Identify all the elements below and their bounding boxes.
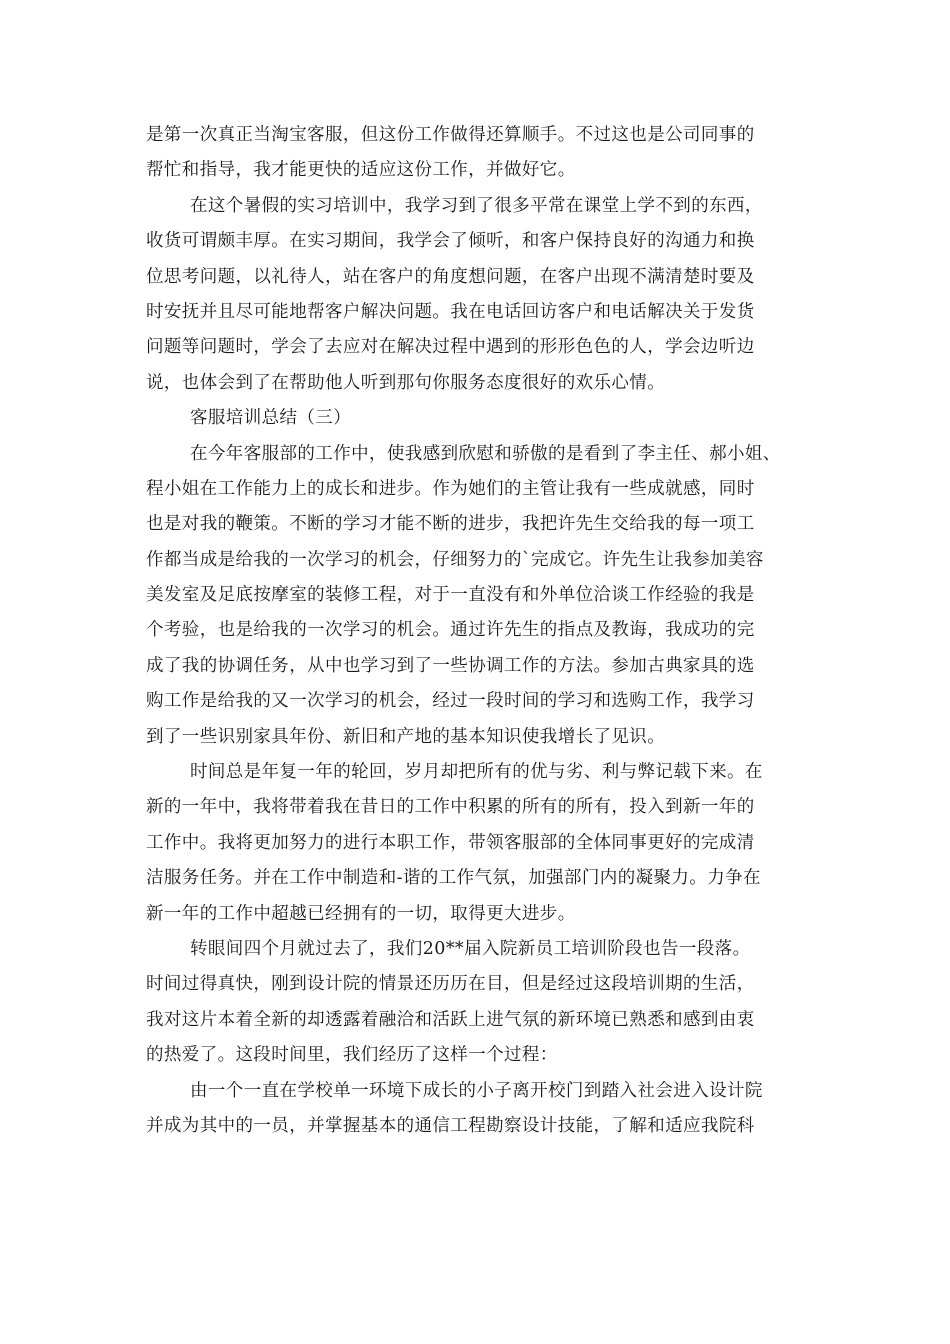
text-line: 问题等问题时，学会了去应对在解决过程中遇到的形形色色的人，学会边听边 [146, 337, 755, 358]
paragraph-first-line: 时间总是年复一年的轮回，岁月却把所有的优与劣、利与弊记载下来。在 [190, 762, 763, 783]
document-body [146, 118, 816, 1144]
text-line: 工作中。我将更加努力的进行本职工作，带领客服部的全体同事更好的完成清 [146, 832, 755, 853]
paragraph-first-line: 由一个一直在学校单一环境下成长的小子离开校门到踏入社会进入设计院 [190, 1080, 763, 1101]
paragraph-first-line: 客服培训总结（三） [190, 408, 352, 429]
text-line: 时间过得真快，刚到设计院的情景还历历在目，但是经过这段培训期的生活， [146, 974, 755, 995]
text-line: 也是对我的鞭策。不断的学习才能不断的进步，我把许先生交给我的每一项工 [146, 514, 755, 535]
text-line: 个考验，也是给我的一次学习的机会。通过许先生的指点及教诲，我成功的完 [146, 620, 755, 641]
paragraph-first-line: 转眼间四个月就过去了，我们20**届入院新员工培训阶段也告一段落。 [190, 938, 751, 959]
text-line: 美发室及足底按摩室的装修工程，对于一直没有和外单位洽谈工作经验的我是 [146, 585, 755, 606]
text-line: 帮忙和指导，我才能更快的适应这份工作，并做好它。 [146, 160, 576, 181]
text-line: 洁服务任务。并在工作中制造和-谐的工作气氛，加强部门内的凝聚力。力争在 [146, 868, 761, 889]
text-line: 作都当成是给我的一次学习的机会，仔细努力的`完成它。许先生让我参加美容 [146, 549, 764, 570]
text-line: 是第一次真正当淘宝客服，但这份工作做得还算顺手。不过这也是公司同事的 [146, 125, 755, 145]
text-line: 我对这片本着全新的却透露着融洽和活跃上进气氛的新环境已熟悉和感到由衷 [146, 1009, 755, 1030]
text-line: 说，也体会到了在帮助他人听到那句你服务态度很好的欢乐心情。 [146, 372, 666, 393]
text-line: 程小姐在工作能力上的成长和进步。作为她们的主管让我有一些成就感，同时 [146, 478, 755, 499]
text-line: 并成为其中的一员，并掌握基本的通信工程勘察设计技能，了解和适应我院科 [146, 1115, 755, 1136]
paragraph-first-line: 在今年客服部的工作中，使我感到欣慰和骄傲的是看到了李主任、郝小姐、 [190, 443, 781, 464]
text-line: 时安抚并且尽可能地帮客户解决问题。我在电话回访客户和电话解决关于发货 [146, 301, 755, 322]
text-line: 购工作是给我的又一次学习的机会，经过一段时间的学习和选购工作，我学习 [146, 691, 755, 712]
text-line: 成了我的协调任务，从中也学习到了一些协调工作的方法。参加古典家具的选 [146, 655, 755, 676]
text-line: 位思考问题，以礼待人，站在客户的角度想问题，在客户出现不满清楚时要及 [146, 266, 755, 287]
text-line: 收货可谓颇丰厚。在实习期间，我学会了倾听，和客户保持良好的沟通力和换 [146, 231, 755, 252]
text-line: 新的一年中，我将带着我在昔日的工作中积累的所有的所有，投入到新一年的 [146, 797, 755, 818]
text-line: 新一年的工作中超越已经拥有的一切，取得更大进步。 [146, 903, 576, 924]
text-line: 到了一些识别家具年份、新旧和产地的基本知识使我增长了见识。 [146, 726, 666, 747]
paragraph-first-line: 在这个暑假的实习培训中，我学习到了很多平常在课堂上学不到的东西， [190, 195, 763, 216]
text-line: 的热爱了。这段时间里，我们经历了这样一个过程： [146, 1045, 558, 1066]
